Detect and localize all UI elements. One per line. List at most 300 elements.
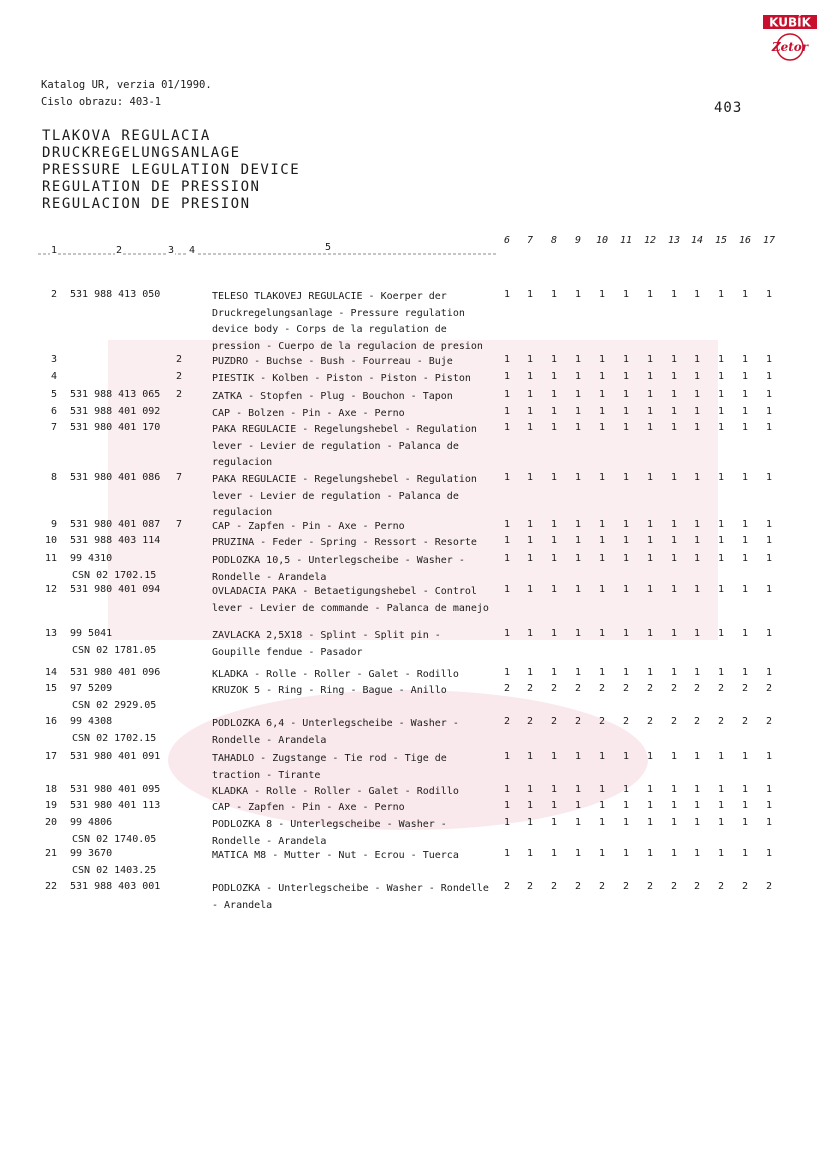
part-number: 531 988 413 050 [70,289,161,300]
quantity-cell: 1 [550,751,558,762]
quantity-cell: 1 [526,289,534,300]
quantity-cell: 1 [598,371,606,382]
position-number: 17 [44,751,57,762]
column-header-3: 3 [168,245,175,256]
quantity-cell: 1 [765,817,773,828]
quantity-cell: 2 [765,881,773,892]
quantity-cell: 1 [717,584,725,595]
quantity-cell: 1 [646,354,654,365]
quantity-cell: 2 [622,716,630,727]
quantity-cell: 1 [693,371,701,382]
quantity-cell: 1 [503,422,511,433]
quantity-cell: 1 [693,800,701,811]
quantity-cell: 1 [574,628,582,639]
quantity-cell: 1 [526,472,534,483]
quantity-cell: 1 [646,751,654,762]
standard-number: CSN 02 1702.15 [72,569,157,581]
quantity-cell: 1 [503,584,511,595]
part-description: MATICA M8 - Mutter - Nut - Ecrou - Tuerca [212,850,459,861]
quantity-cell: 1 [693,535,701,546]
title-slovak: TLAKOVA REGULACIA [42,128,211,144]
quantity-cell: 1 [717,667,725,678]
quantity-cell: 2 [765,683,773,694]
quantity-cell: 1 [741,628,749,639]
quantity-cell: 1 [670,584,678,595]
quantity-cell: 1 [717,817,725,828]
column-header-17: 17 [762,235,776,246]
quantity-cell: 1 [503,289,511,300]
quantity-cell: 1 [526,584,534,595]
title-english: PRESSURE LEGULATION DEVICE [42,162,301,178]
column-header-4: 4 [189,245,196,256]
catalog-line: Katalog UR, verzia 01/1990. [41,79,212,91]
standard-number: CSN 02 2929.05 [72,699,157,711]
quantity-cell: 1 [670,848,678,859]
part-description: CAP - Zapfen - Pin - Axe - Perno [212,802,405,813]
quantity-cell: 1 [622,535,630,546]
quantity-cell: 1 [503,628,511,639]
quantity-cell: 1 [646,628,654,639]
part-number: 531 980 401 095 [70,784,161,795]
quantity-cell: 1 [503,371,511,382]
quantity-cell: 1 [741,519,749,530]
part-description: OVLADACIA PAKA - Betaetigungshebel - Control lever - Levier de commande - Palanca de manejo [212,586,489,614]
quantity-cell: 1 [646,553,654,564]
quantity-cell: 1 [741,800,749,811]
quantity-cell: 1 [574,422,582,433]
quantity-cell: 2 [574,881,582,892]
quantity-cell: 1 [550,422,558,433]
title-spanish: REGULACION DE PRESION [42,196,251,212]
quantity-cell: 1 [693,784,701,795]
quantity-cell: 1 [717,800,725,811]
quantity-cell: 1 [550,848,558,859]
quantity-cell: 2 [550,716,558,727]
quantity-cell: 1 [646,389,654,400]
part-number: 99 4806 [70,817,113,828]
quantity-cell: 1 [550,406,558,417]
standard-number: CSN 02 1702.15 [72,732,157,744]
part-description: CAP - Bolzen - Pin - Axe - Perno [212,408,405,419]
reference-number: 2 [176,371,183,382]
quantity-cell: 1 [622,667,630,678]
quantity-cell: 1 [598,289,606,300]
quantity-cell: 1 [574,371,582,382]
quantity-cell: 1 [503,389,511,400]
standard-number: CSN 02 1740.05 [72,833,157,845]
quantity-cell: 2 [503,683,511,694]
quantity-cell: 2 [717,716,725,727]
quantity-cell: 1 [598,667,606,678]
position-number: 4 [50,371,57,382]
quantity-cell: 1 [598,422,606,433]
quantity-cell: 1 [670,422,678,433]
quantity-cell: 1 [717,371,725,382]
quantity-cell: 1 [693,422,701,433]
part-number: 531 980 401 170 [70,422,161,433]
part-number: 531 980 401 094 [70,584,161,595]
quantity-cell: 1 [717,389,725,400]
quantity-cell: 2 [526,683,534,694]
quantity-cell: 1 [598,389,606,400]
quantity-cell: 1 [765,354,773,365]
quantity-cell: 1 [550,535,558,546]
quantity-cell: 1 [741,817,749,828]
quantity-cell: 1 [574,354,582,365]
quantity-cell: 1 [693,584,701,595]
position-number: 18 [44,784,57,795]
column-header-16: 16 [738,235,752,246]
quantity-cell: 1 [503,667,511,678]
quantity-cell: 1 [765,406,773,417]
quantity-cell: 1 [503,535,511,546]
quantity-cell: 1 [717,289,725,300]
quantity-cell: 1 [503,784,511,795]
column-header-dashes [38,251,498,257]
quantity-cell: 2 [741,716,749,727]
quantity-cell: 1 [646,519,654,530]
quantity-cell: 1 [622,406,630,417]
quantity-cell: 1 [550,667,558,678]
quantity-cell: 1 [765,667,773,678]
column-header-7: 7 [526,235,534,246]
kubik-zetor-logo [762,14,818,62]
quantity-cell: 1 [717,751,725,762]
column-header-5: 5 [325,242,332,253]
position-number: 19 [44,800,57,811]
part-description: PODLOZKA 8 - Unterlegscheibe - Washer - Rondelle - Arandela [212,819,447,847]
quantity-cell: 1 [646,667,654,678]
quantity-cell: 1 [741,553,749,564]
quantity-cell: 1 [670,406,678,417]
part-description: PIESTIK - Kolben - Piston - Piston - Piston [212,373,471,384]
quantity-cell: 1 [622,289,630,300]
position-number: 10 [44,535,57,546]
position-number: 9 [50,519,57,530]
quantity-cell: 1 [765,389,773,400]
quantity-cell: 1 [741,406,749,417]
position-number: 6 [50,406,57,417]
quantity-cell: 1 [670,800,678,811]
quantity-cell: 1 [598,553,606,564]
quantity-cell: 1 [526,800,534,811]
quantity-cell: 2 [598,716,606,727]
part-number: 531 988 413 065 [70,389,161,400]
quantity-cell: 1 [526,422,534,433]
quantity-cell: 1 [598,784,606,795]
quantity-cell: 1 [598,519,606,530]
quantity-cell: 1 [526,751,534,762]
position-number: 16 [44,716,57,727]
quantity-cell: 1 [526,389,534,400]
quantity-cell: 1 [765,584,773,595]
quantity-cell: 1 [741,535,749,546]
quantity-cell: 1 [598,628,606,639]
quantity-cell: 1 [765,535,773,546]
quantity-cell: 1 [765,784,773,795]
quantity-cell: 1 [717,535,725,546]
position-number: 13 [44,628,57,639]
position-number: 7 [50,422,57,433]
reference-number: 2 [176,389,183,400]
standard-number: CSN 02 1403.25 [72,864,157,876]
part-description: PUZDRO - Buchse - Bush - Fourreau - Buje [212,356,453,367]
quantity-cell: 1 [693,628,701,639]
quantity-cell: 1 [670,472,678,483]
quantity-cell: 1 [550,817,558,828]
quantity-cell: 1 [717,519,725,530]
position-number: 2 [50,289,57,300]
quantity-cell: 1 [550,371,558,382]
quantity-cell: 1 [622,584,630,595]
part-number: 531 988 401 092 [70,406,161,417]
quantity-cell: 2 [670,683,678,694]
quantity-cell: 1 [741,472,749,483]
part-description: KLADKA - Rolle - Roller - Galet - Rodillo [212,669,459,680]
quantity-cell: 1 [693,751,701,762]
part-description: PRUZINA - Feder - Spring - Ressort - Resorte [212,537,477,548]
image-number-line: Cislo obrazu: 403-1 [41,96,162,108]
page-number: 403 [714,100,743,116]
column-header-13: 13 [667,235,681,246]
quantity-cell: 1 [598,535,606,546]
quantity-cell: 1 [526,519,534,530]
part-number: 531 988 403 114 [70,535,161,546]
quantity-cell: 1 [741,389,749,400]
quantity-cell: 1 [526,553,534,564]
quantity-cell: 1 [646,406,654,417]
quantity-cell: 1 [574,406,582,417]
quantity-cell: 1 [670,628,678,639]
quantity-cell: 1 [574,751,582,762]
quantity-cell: 1 [765,751,773,762]
quantity-cell: 2 [526,716,534,727]
part-description: PODLOZKA 10,5 - Unterlegscheibe - Washer - Rondelle - Arandela [212,555,465,583]
quantity-cell: 1 [693,354,701,365]
quantity-cell: 1 [622,519,630,530]
column-header-15: 15 [714,235,728,246]
quantity-cell: 1 [646,371,654,382]
quantity-cell: 2 [693,881,701,892]
quantity-cell: 1 [741,354,749,365]
quantity-cell: 1 [598,354,606,365]
column-header-8: 8 [550,235,558,246]
quantity-cell: 1 [765,519,773,530]
quantity-cell: 2 [741,881,749,892]
quantity-cell: 1 [622,817,630,828]
quantity-cell: 1 [717,406,725,417]
quantity-cell: 1 [622,472,630,483]
quantity-cell: 1 [550,784,558,795]
quantity-cell: 1 [693,667,701,678]
quantity-cell: 1 [646,817,654,828]
quantity-cell: 1 [550,354,558,365]
quantity-cell: 1 [526,406,534,417]
position-number: 14 [44,667,57,678]
part-number: 531 980 401 091 [70,751,161,762]
quantity-cell: 1 [717,848,725,859]
quantity-cell: 1 [526,784,534,795]
quantity-cell: 1 [717,553,725,564]
quantity-cell: 1 [646,800,654,811]
reference-number: 7 [176,472,183,483]
quantity-cell: 2 [646,881,654,892]
quantity-cell: 1 [550,472,558,483]
reference-number: 2 [176,354,183,365]
quantity-cell: 2 [622,881,630,892]
quantity-cell: 1 [574,667,582,678]
quantity-cell: 1 [670,751,678,762]
part-number: 97 5209 [70,683,113,694]
quantity-cell: 1 [670,784,678,795]
quantity-cell: 2 [670,881,678,892]
quantity-cell: 1 [574,784,582,795]
quantity-cell: 1 [622,784,630,795]
quantity-cell: 1 [526,628,534,639]
quantity-cell: 1 [693,848,701,859]
part-description: PAKA REGULACIE - Regelungshebel - Regulation lever - Levier de regulation - Palanca de regulacion [212,474,477,519]
quantity-cell: 1 [503,848,511,859]
quantity-cell: 1 [741,371,749,382]
quantity-cell: 1 [574,800,582,811]
part-description: ZAVLACKA 2,5X18 - Splint - Split pin - Goupille fendue - Pasador [212,630,441,658]
quantity-cell: 1 [765,371,773,382]
quantity-cell: 1 [598,406,606,417]
quantity-cell: 1 [741,848,749,859]
part-number: 99 4308 [70,716,113,727]
quantity-cell: 1 [765,553,773,564]
quantity-cell: 1 [765,472,773,483]
quantity-cell: 2 [622,683,630,694]
column-header-9: 9 [574,235,582,246]
quantity-cell: 1 [646,422,654,433]
quantity-cell: 1 [646,472,654,483]
quantity-cell: 1 [717,628,725,639]
part-number: 531 980 401 096 [70,667,161,678]
position-number: 22 [44,881,57,892]
quantity-cell: 1 [526,371,534,382]
quantity-cell: 1 [670,667,678,678]
quantity-cell: 1 [693,553,701,564]
quantity-cell: 1 [550,389,558,400]
quantity-cell: 1 [765,422,773,433]
quantity-cell: 1 [574,848,582,859]
title-german: DRUCKREGELUNGSANLAGE [42,145,241,161]
quantity-cell: 1 [646,584,654,595]
quantity-cell: 1 [622,553,630,564]
part-description: KLADKA - Rolle - Roller - Galet - Rodillo [212,786,459,797]
quantity-cell: 1 [526,354,534,365]
quantity-cell: 1 [622,800,630,811]
quantity-cell: 1 [646,784,654,795]
quantity-cell: 1 [503,751,511,762]
logo-text-top: KUBÍK [769,15,811,30]
quantity-cell: 1 [550,553,558,564]
quantity-cell: 1 [622,389,630,400]
quantity-cell: 1 [646,289,654,300]
quantity-cell: 1 [670,519,678,530]
quantity-cell: 1 [526,667,534,678]
part-description: PAKA REGULACIE - Regelungshebel - Regulation lever - Levier de regulation - Palanca de regulacion [212,424,477,469]
quantity-cell: 1 [765,289,773,300]
quantity-cell: 1 [503,519,511,530]
reference-number: 7 [176,519,183,530]
quantity-cell: 1 [503,354,511,365]
quantity-cell: 2 [693,716,701,727]
part-description: KRUZOK 5 - Ring - Ring - Bague - Anillo [212,685,447,696]
quantity-cell: 1 [526,848,534,859]
quantity-cell: 2 [741,683,749,694]
quantity-cell: 1 [741,751,749,762]
quantity-cell: 2 [574,716,582,727]
part-number: 99 4310 [70,553,113,564]
part-description: PODLOZKA - Unterlegscheibe - Washer - Rondelle - Arandela [212,883,489,911]
quantity-cell: 2 [526,881,534,892]
column-header-2: 2 [116,245,123,256]
quantity-cell: 1 [526,817,534,828]
quantity-cell: 1 [717,422,725,433]
quantity-cell: 2 [765,716,773,727]
quantity-cell: 1 [622,371,630,382]
quantity-cell: 1 [670,289,678,300]
quantity-cell: 1 [574,289,582,300]
quantity-cell: 1 [503,472,511,483]
quantity-cell: 2 [717,683,725,694]
quantity-cell: 1 [574,472,582,483]
column-header-1: 1 [51,245,58,256]
position-number: 11 [44,553,57,564]
quantity-cell: 1 [670,535,678,546]
quantity-cell: 2 [550,683,558,694]
quantity-cell: 2 [598,881,606,892]
quantity-cell: 2 [550,881,558,892]
quantity-cell: 1 [598,817,606,828]
quantity-cell: 1 [670,817,678,828]
quantity-cell: 1 [598,751,606,762]
column-header-6: 6 [503,235,511,246]
position-number: 12 [44,584,57,595]
quantity-cell: 1 [574,553,582,564]
quantity-cell: 1 [646,535,654,546]
part-number: 99 3670 [70,848,113,859]
quantity-cell: 1 [598,584,606,595]
position-number: 5 [50,389,57,400]
quantity-cell: 1 [574,584,582,595]
quantity-cell: 2 [717,881,725,892]
quantity-cell: 1 [503,800,511,811]
logo-text-bottom: Zetor [771,40,809,54]
standard-number: CSN 02 1781.05 [72,644,157,656]
quantity-cell: 1 [741,289,749,300]
quantity-cell: 2 [598,683,606,694]
column-header-11: 11 [619,235,633,246]
part-description: PODLOZKA 6,4 - Unterlegscheibe - Washer - Rondelle - Arandela [212,718,459,746]
part-number: 531 980 401 113 [70,800,161,811]
quantity-cell: 1 [598,472,606,483]
quantity-cell: 1 [574,389,582,400]
part-number: 99 5041 [70,628,113,639]
quantity-cell: 1 [503,817,511,828]
quantity-cell: 2 [503,881,511,892]
part-description: CAP - Zapfen - Pin - Axe - Perno [212,521,405,532]
quantity-cell: 1 [622,422,630,433]
quantity-cell: 2 [574,683,582,694]
part-number: 531 980 401 087 [70,519,161,530]
quantity-cell: 1 [622,848,630,859]
quantity-cell: 1 [622,354,630,365]
quantity-cell: 2 [670,716,678,727]
quantity-cell: 1 [693,472,701,483]
